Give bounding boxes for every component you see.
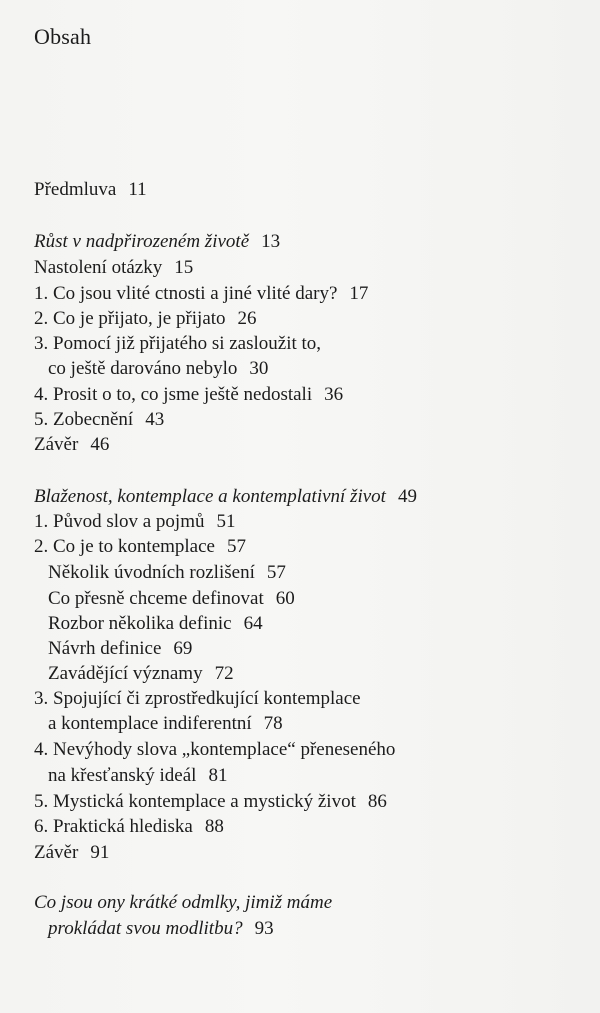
toc-entry-title: Nastolení otázky	[34, 257, 163, 278]
toc-entry-page: 81	[208, 765, 228, 786]
toc-entry-page: 72	[214, 663, 234, 684]
toc-entry-title: Návrh definice	[48, 638, 162, 659]
toc-entry	[34, 740, 395, 759]
toc-entry-title: 2. Co je přijato, je přijato	[34, 308, 226, 329]
toc-entry-page: 86	[367, 791, 387, 812]
toc-entry	[34, 792, 387, 811]
toc-entry-page: 15	[174, 257, 194, 278]
toc-subentry	[48, 589, 295, 608]
toc-entry-title: 5. Mystická kontemplace a mystický život	[34, 791, 356, 812]
toc-entry-title: 4. Prosit o to, co jsme ještě nedostali	[34, 384, 313, 405]
toc-entry-title: na křesťanský ideál	[48, 765, 197, 786]
toc-entry	[34, 284, 368, 303]
toc-entry-page: 69	[173, 638, 193, 659]
toc-entry-page: 88	[204, 816, 224, 837]
toc-entry-title: 3. Pomocí již přijatého si zasloužit to,	[34, 333, 322, 354]
toc-entry-title: 3. Spojující či zprostředkující kontemplace	[34, 688, 361, 709]
toc-entry	[34, 689, 361, 708]
toc-entry-title: 1. Co jsou vlité ctnosti a jiné vlité dary?	[34, 283, 338, 304]
toc-entry	[34, 258, 193, 277]
toc-entry-title: Co jsou ony krátké odmlky, jimiž máme	[34, 892, 333, 913]
toc-entry-title: 6. Praktická hlediska	[34, 816, 193, 837]
toc-entry-page: 64	[243, 613, 263, 634]
toc-entry-page: 43	[145, 409, 165, 430]
toc-entry-page: 78	[263, 713, 283, 734]
toc-entry-page: 91	[90, 842, 110, 863]
toc-section-title	[34, 893, 332, 912]
toc-entry-page: 36	[324, 384, 344, 405]
toc-entry	[34, 537, 246, 556]
toc-entry	[34, 843, 109, 862]
toc-entry	[34, 385, 343, 404]
toc-entry	[34, 410, 164, 429]
toc-subentry	[48, 563, 286, 582]
toc-entry-page: 49	[397, 486, 417, 507]
toc-entry-page: 57	[226, 536, 246, 557]
toc-entry-page: 60	[275, 588, 295, 609]
toc-subentry	[48, 639, 192, 658]
toc-entry-page: 30	[249, 358, 269, 379]
toc-entry	[34, 817, 224, 836]
toc-entry-page: 17	[349, 283, 369, 304]
toc-entry-continued	[48, 359, 268, 378]
toc-entry-page: 13	[261, 231, 281, 252]
toc-subentry	[48, 664, 234, 683]
toc-entry-page: 46	[90, 434, 110, 455]
toc-entry	[34, 435, 109, 454]
toc-entry-title: Růst v nadpřirozeném životě	[34, 231, 250, 252]
toc-subentry	[48, 614, 263, 633]
toc-section-title	[34, 232, 280, 251]
toc-entry-title: 5. Zobecnění	[34, 409, 134, 430]
toc-entry-page: 93	[254, 918, 274, 939]
toc-entry	[34, 309, 257, 328]
toc-entry-page: 51	[216, 511, 236, 532]
toc-entry-title: Zavádějící významy	[48, 663, 203, 684]
toc-entry	[34, 334, 321, 353]
toc-entry	[34, 180, 147, 199]
toc-entry-title: Co přesně chceme definovat	[48, 588, 264, 609]
toc-entry-title: 2. Co je to kontemplace	[34, 536, 215, 557]
toc-entry-title: Předmluva	[34, 179, 117, 200]
toc-entry-title: Rozbor několika definic	[48, 613, 232, 634]
toc-entry-continued	[48, 714, 283, 733]
toc-entry-title: Blaženost, kontemplace a kontemplativní život	[34, 486, 386, 507]
toc-entry-page: 57	[266, 562, 286, 583]
toc-entry-title: 4. Nevýhody slova „kontemplace“ přeneseného	[34, 739, 396, 760]
toc-entry-title: a kontemplace indiferentní	[48, 713, 252, 734]
toc-entry-page: 26	[237, 308, 257, 329]
toc-entry-title: co ještě darováno nebylo	[48, 358, 238, 379]
toc-heading: Obsah	[34, 24, 92, 49]
toc-entry	[34, 512, 235, 531]
toc-entry-continued	[48, 766, 227, 785]
toc-entry-title: Závěr	[34, 434, 79, 455]
toc-entry-title: prokládat svou modlitbu?	[48, 918, 243, 939]
toc-entry-title: Závěr	[34, 842, 79, 863]
toc-section-title-continued	[48, 919, 274, 938]
toc-entry-title: 1. Původ slov a pojmů	[34, 511, 205, 532]
toc-section-title	[34, 487, 417, 506]
toc-entry-page: 11	[128, 179, 147, 200]
toc-entry-title: Několik úvodních rozlišení	[48, 562, 255, 583]
